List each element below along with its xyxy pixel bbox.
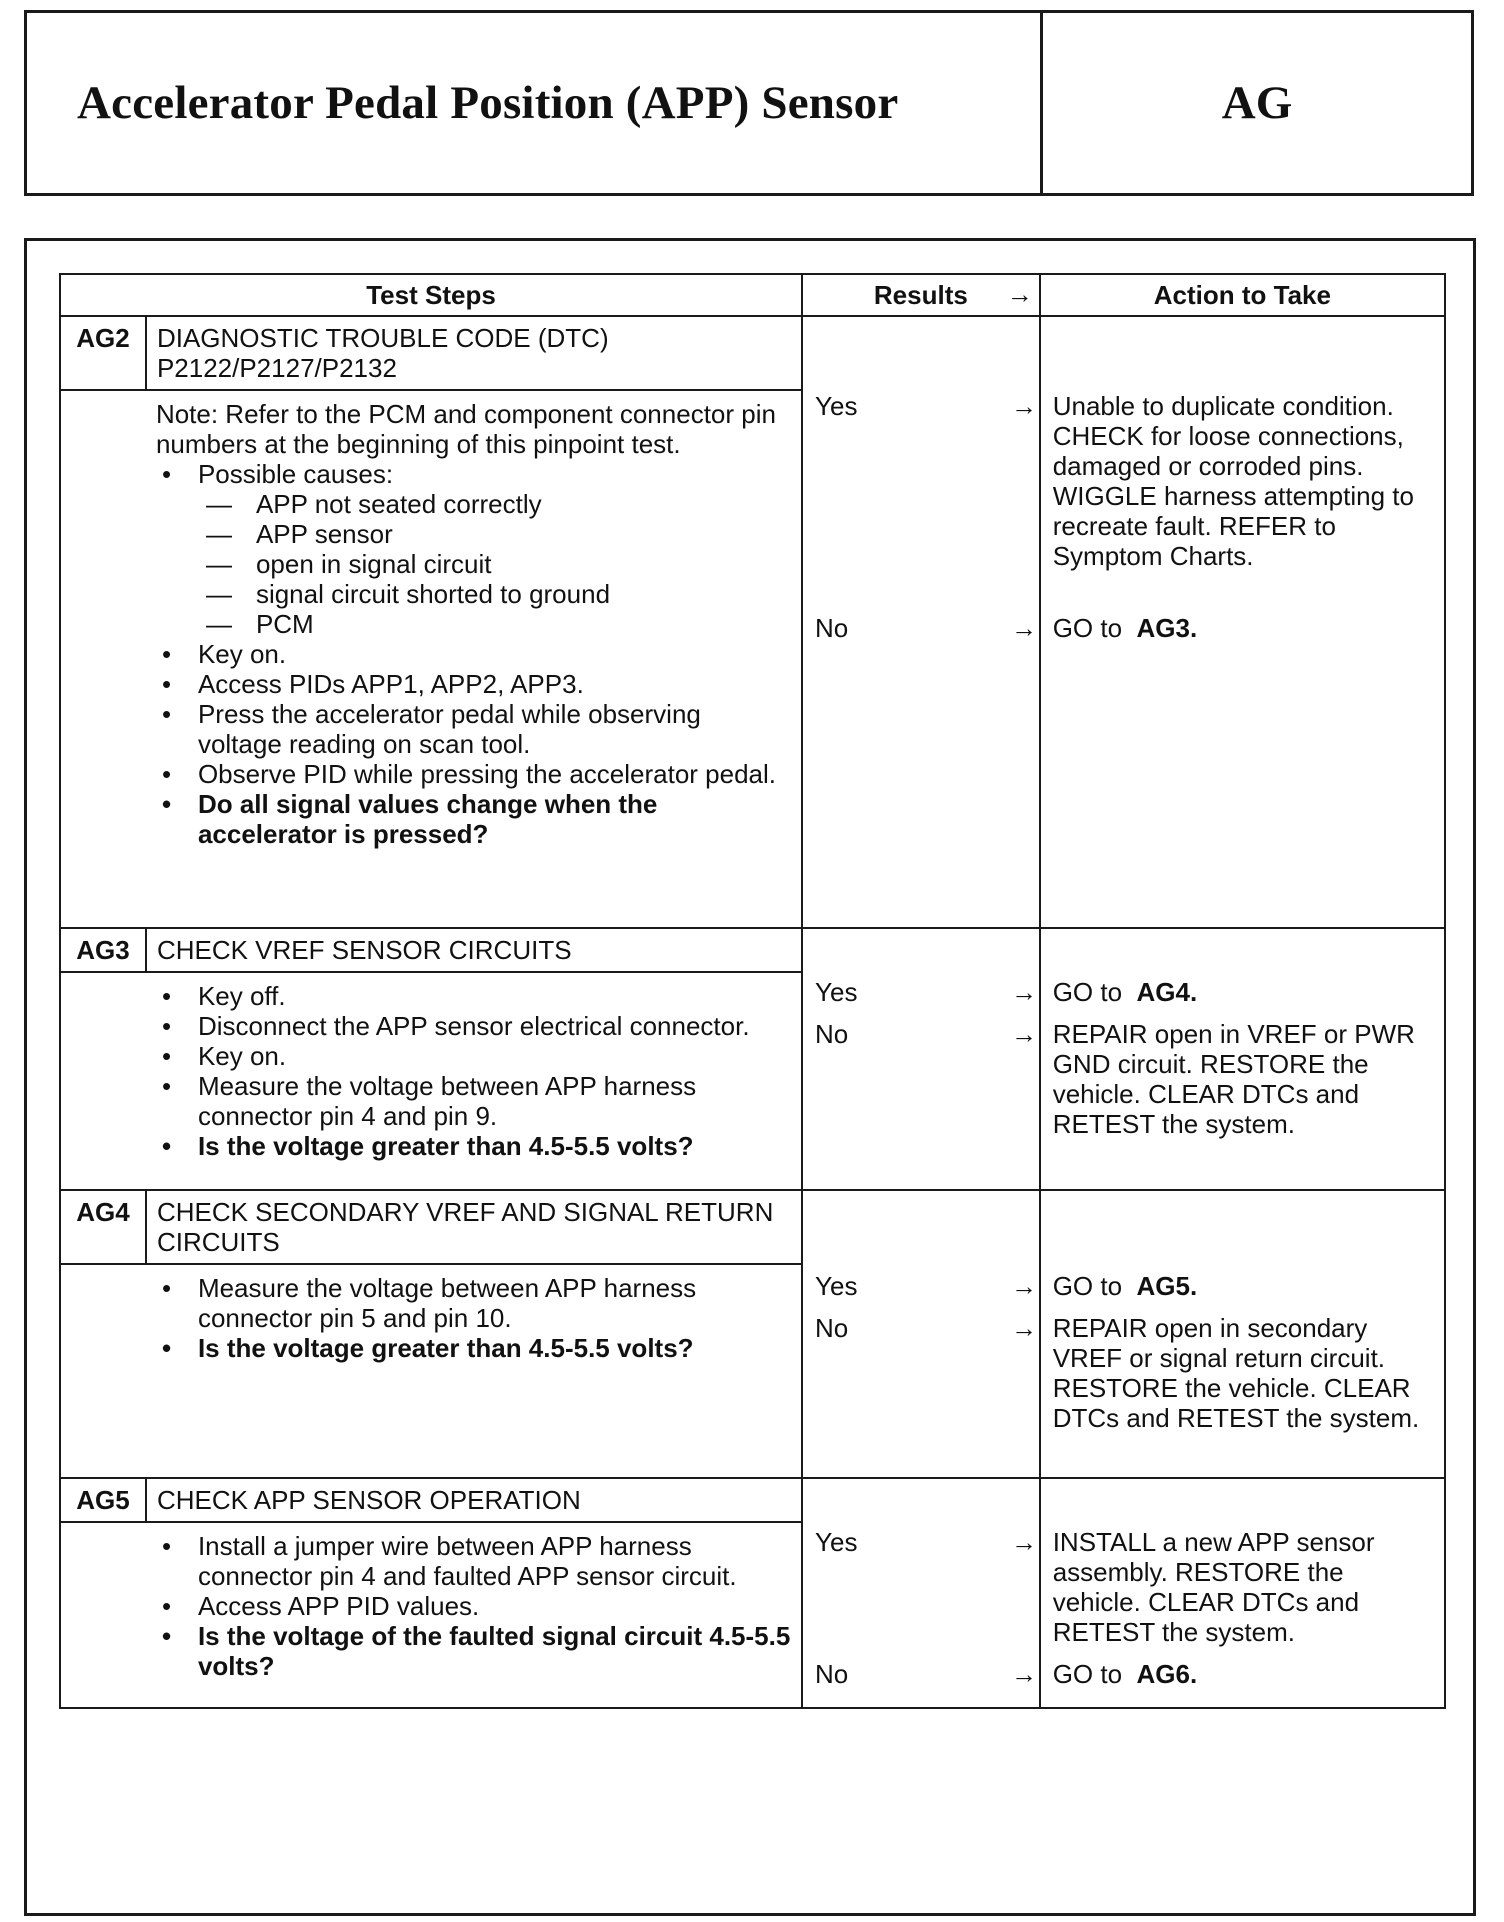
header-action: Action to Take (1040, 274, 1445, 316)
action-goto: GO to AG3. (1052, 613, 1198, 643)
results-cell (802, 1190, 1040, 1478)
arrow-icon: → (1011, 1271, 1038, 1301)
action-cell (1040, 316, 1445, 928)
diagnostic-table (59, 273, 1446, 1709)
result-label: No (815, 1019, 849, 1049)
cause-item: — open in signal circuit (198, 549, 791, 579)
step-title-row (60, 1190, 1445, 1264)
step-question: • Do all signal values change when the accelerator is pressed? (156, 789, 791, 849)
result-label: Yes (815, 1271, 858, 1301)
step-title: CHECK APP SENSOR OPERATION (146, 1478, 802, 1522)
arrow-icon: → (1011, 977, 1038, 1007)
result-row (815, 1271, 1037, 1301)
bullet-item: • Access PIDs APP1, APP2, APP3. (156, 669, 791, 699)
result-row (815, 1659, 1037, 1689)
arrow-icon: → (1011, 1313, 1038, 1343)
bullet-item: • Access APP PID values. (156, 1591, 791, 1621)
result-row (815, 1527, 1037, 1557)
step-title: DIAGNOSTIC TROUBLE CODE (DTC) P2122/P2127/P2132 (146, 316, 802, 390)
arrow-icon: → (1011, 613, 1038, 643)
page-header (24, 10, 1474, 196)
result-label: Yes (815, 977, 858, 1007)
action-cell (1040, 928, 1445, 1190)
step-body (146, 972, 802, 1190)
step-question: • Is the voltage greater than 4.5-5.5 volts? (156, 1131, 791, 1161)
cause-item: — PCM (198, 609, 791, 639)
result-label: No (815, 1659, 849, 1689)
bullet-item: • Key on. (156, 1041, 791, 1071)
step-title-row (60, 928, 1445, 972)
step-question: • Is the voltage of the faulted signal circuit 4.5-5.5 volts? (156, 1621, 791, 1681)
result-row (815, 1019, 1037, 1049)
action-goto: GO to AG5. (1052, 1271, 1198, 1301)
result-row (815, 1313, 1037, 1343)
step-id: AG4 (60, 1190, 146, 1264)
result-label: Yes (815, 1527, 858, 1557)
header-results-label: Results (873, 280, 968, 310)
step-title: CHECK SECONDARY VREF AND SIGNAL RETURN CIRCUITS (146, 1190, 802, 1264)
goto-ref: AG3. (1136, 613, 1198, 643)
cause-item: — APP not seated correctly (198, 489, 791, 519)
bullet-item: • Disconnect the APP sensor electrical connector. (156, 1011, 791, 1041)
result-row (815, 391, 1037, 421)
action-text: INSTALL a new APP sensor assembly. RESTORE the vehicle. CLEAR DTCs and RETEST the system. (1052, 1527, 1375, 1647)
step-id: AG3 (60, 928, 146, 972)
result-label: No (815, 613, 849, 643)
step-bullets (156, 1531, 791, 1681)
action-text: REPAIR open in secondary VREF or signal return circuit. RESTORE the vehicle. CLEAR DTCs and RETEST the system. (1052, 1313, 1420, 1433)
step-id: AG5 (60, 1478, 146, 1522)
step-bullets (156, 459, 791, 849)
results-cell (802, 1478, 1040, 1708)
step-title-row (60, 316, 1445, 390)
action-cell (1040, 1478, 1445, 1708)
arrow-icon: → (1011, 391, 1038, 421)
cause-item: — signal circuit shorted to ground (198, 579, 791, 609)
step-id: AG2 (60, 316, 146, 390)
results-cell (802, 316, 1040, 928)
bullet-item: • Key off. (156, 981, 791, 1011)
table-header-row (60, 274, 1445, 316)
goto-ref: AG4. (1136, 977, 1198, 1007)
arrow-icon: → (1006, 279, 1033, 309)
page-title: Accelerator Pedal Position (APP) Sensor (27, 13, 1043, 193)
header-results (802, 274, 1040, 316)
action-goto: GO to AG4. (1052, 977, 1198, 1007)
step-title-row (60, 1478, 1445, 1522)
step-body (146, 1264, 802, 1478)
causes-list (198, 489, 791, 639)
arrow-icon: → (1011, 1527, 1038, 1557)
action-text: Unable to duplicate condition. CHECK for loose connections, damaged or corroded pins. WIGGLE harness attempting to recreate fault. REFER to Symptom Charts. (1052, 391, 1414, 571)
arrow-icon: → (1011, 1019, 1038, 1049)
step-body (146, 1522, 802, 1708)
bullet-item: • Observe PID while pressing the accelerator pedal. (156, 759, 791, 789)
result-label: No (815, 1313, 849, 1343)
step-body (146, 390, 802, 928)
action-cell (1040, 1190, 1445, 1478)
bullet-item: • Install a jumper wire between APP harness connector pin 4 and faulted APP sensor circuit. (156, 1531, 791, 1591)
content-frame (24, 238, 1476, 1916)
step-bullets (156, 1273, 791, 1363)
header-test-steps: Test Steps (60, 274, 802, 316)
goto-ref: AG5. (1136, 1271, 1198, 1301)
action-goto: GO to AG6. (1052, 1659, 1198, 1689)
result-row (815, 977, 1037, 1007)
cause-item: — APP sensor (198, 519, 791, 549)
result-row (815, 613, 1037, 643)
section-code: AG (1221, 77, 1293, 129)
step-title: CHECK VREF SENSOR CIRCUITS (146, 928, 802, 972)
results-cell (802, 928, 1040, 1190)
bullet-item: • Possible causes: — APP not seated correctly — APP sensor — open in signal circuit — signal circuit shorted to ground — PCM (156, 459, 791, 639)
goto-ref: AG6. (1136, 1659, 1198, 1689)
step-bullets (156, 981, 791, 1161)
bullet-item: • Press the accelerator pedal while observing voltage reading on scan tool. (156, 699, 791, 759)
bullet-item: • Key on. (156, 639, 791, 669)
bullet-item: • Measure the voltage between APP harness connector pin 5 and pin 10. (156, 1273, 791, 1333)
result-label: Yes (815, 391, 858, 421)
arrow-icon: → (1011, 1659, 1038, 1689)
action-text: REPAIR open in VREF or PWR GND circuit. RESTORE the vehicle. CLEAR DTCs and RETEST the system. (1052, 1019, 1415, 1139)
step-note: Note: Refer to the PCM and component connector pin numbers at the beginning of this pinpoint test. (155, 399, 776, 459)
bullet-item: • Measure the voltage between APP harness connector pin 4 and pin 9. (156, 1071, 791, 1131)
step-question: • Is the voltage greater than 4.5-5.5 volts? (156, 1333, 791, 1363)
